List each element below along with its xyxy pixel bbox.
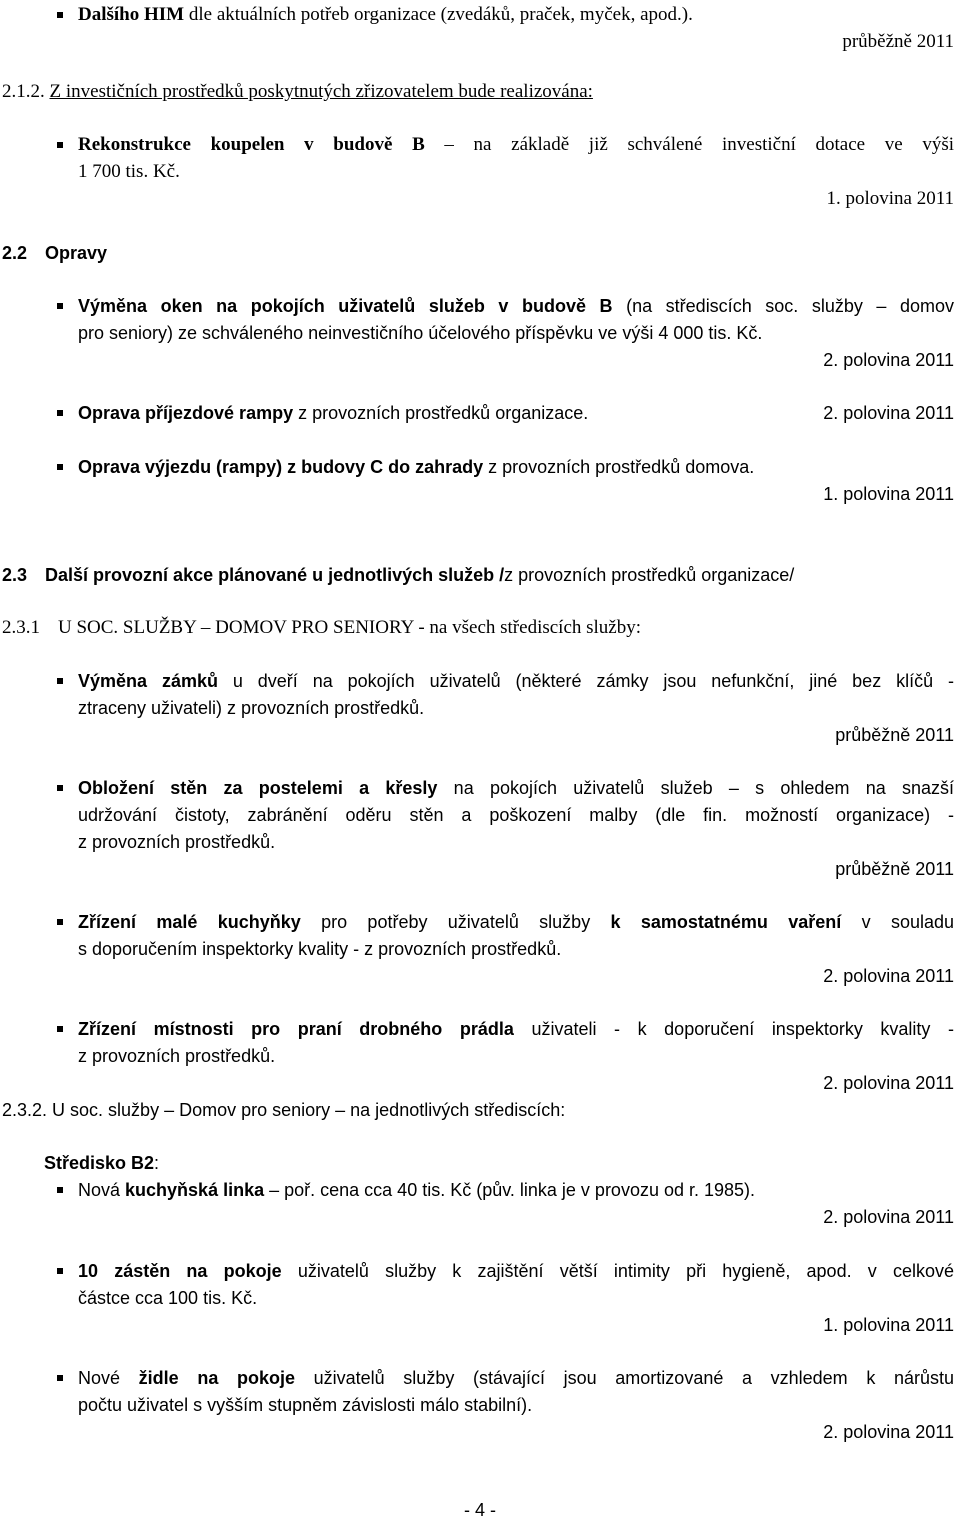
section-2-2-heading: 2.2 Opravy: [2, 243, 108, 263]
item-pradlo-line2: z provozních prostředků.: [78, 1046, 276, 1066]
timing: průběžně 2011: [835, 859, 954, 879]
timing: 1. polovina 2011: [826, 188, 954, 209]
item-zasteny-line2: částce cca 100 tis. Kč.: [78, 1288, 258, 1308]
timing: 2. polovina 2011: [823, 1207, 954, 1227]
timing: 2. polovina 2011: [823, 350, 954, 370]
section-2-3-heading: 2.3 Další provozní akce plánované u jednotlivých služeb /z provozních prostředků organizace/: [2, 565, 795, 585]
timing: 1. polovina 2011: [823, 484, 954, 504]
timing: 2. polovina 2011: [823, 966, 954, 986]
bullet: [57, 1026, 63, 1032]
item-linka: Nová kuchyňská linka – poř. cena cca 40 tis. Kč (pův. linka je v provozu od r. 1985).: [78, 1180, 756, 1200]
section-2-3-1-heading: 2.3.1 U SOC. SLUŽBY – DOMOV PRO SENIORY - na všech střediscích služby:: [2, 617, 642, 638]
timing: 2. polovina 2011: [823, 1073, 954, 1093]
section-2-3-2-heading: 2.3.2. U soc. služby – Domov pro seniory – na jednotlivých střediscích:: [2, 1100, 566, 1120]
bullet: [57, 12, 63, 18]
item-kuchynka-line2: s doporučením inspektorky kvality - z provozních prostředků.: [78, 939, 562, 959]
item-rampa-vyjezd: Oprava výjezdu (rampy) z budovy C do zahrady z provozních prostředků domova.: [78, 457, 755, 477]
bullet: [57, 785, 63, 791]
item-zidle-line2: počtu uživatel s vyšším stupněm závislosti málo stabilní).: [78, 1395, 533, 1415]
bullet: [57, 142, 63, 148]
bullet: [57, 1187, 63, 1193]
item-steny-line3: z provozních prostředků.: [78, 832, 276, 852]
item-rampa-prijezd: Oprava příjezdové rampy z provozních prostředků organizace.: [78, 403, 589, 423]
item-zamky: Výměna zámků u dveří na pokojích uživatelů (některé zámky jsou nefunkční, jiné bez klíčů -: [78, 671, 954, 691]
item-zasteny: 10 zástěn na pokoje uživatelů služby k zajištění větší intimity při hygieně, apod. v celkové: [78, 1261, 954, 1281]
timing: průběžně 2011: [835, 725, 954, 745]
bullet: [57, 464, 63, 470]
item-pradlo: Zřízení místnosti pro praní drobného prádla uživateli - k doporučení inspektorky kvality -: [78, 1019, 954, 1039]
item-koupelny-line2: 1 700 tis. Kč.: [78, 161, 180, 182]
timing: 1. polovina 2011: [823, 1315, 954, 1335]
item-okna-line2: pro seniory) ze schváleného neinvestičního účelového příspěvku ve výši 4 000 tis. Kč.: [78, 323, 763, 343]
timing: 2. polovina 2011: [823, 403, 954, 423]
stredisko-heading: Středisko B2:: [44, 1153, 160, 1173]
item-zidle: Nové židle na pokoje uživatelů služby (stávající jsou amortizované a vzhledem k nárůstu: [78, 1368, 954, 1388]
page-number: - 4 -: [463, 1500, 496, 1520]
bullet: [57, 1375, 63, 1381]
item-steny: Obložení stěn za postelemi a křesly na pokojích uživatelů služeb – s ohledem na snazší: [78, 778, 954, 798]
item-kuchynka: Zřízení malé kuchyňky pro potřeby uživatelů služby k samostatnému vaření v souladu: [78, 912, 954, 932]
bullet: [57, 303, 63, 309]
item-him: Dalšího HIM dle aktuálních potřeb organizace (zvedáků, praček, myček, apod.).: [78, 4, 693, 25]
bullet: [57, 678, 63, 684]
bullet: [57, 919, 63, 925]
section-2-1-2: 2.1.2. Z investičních prostředků poskytnutých zřizovatelem bude realizována:: [2, 81, 593, 102]
bullet: [57, 1268, 63, 1274]
timing: 2. polovina 2011: [823, 1422, 954, 1442]
item-koupelny: Rekonstrukce koupelen v budově B – na základě již schválené investiční dotace ve výši: [78, 134, 954, 155]
timing: průběžně 2011: [842, 31, 954, 52]
item-zamky-line2: ztraceny uživateli) z provozních prostředků.: [78, 698, 425, 718]
item-steny-line2: udržování čistoty, zabránění oděru stěn a poškození malby (dle fin. možností organizace) -: [78, 805, 954, 825]
bullet: [57, 410, 63, 416]
item-okna: Výměna oken na pokojích uživatelů služeb v budově B (na střediscích soc. služby – domov: [78, 296, 954, 316]
